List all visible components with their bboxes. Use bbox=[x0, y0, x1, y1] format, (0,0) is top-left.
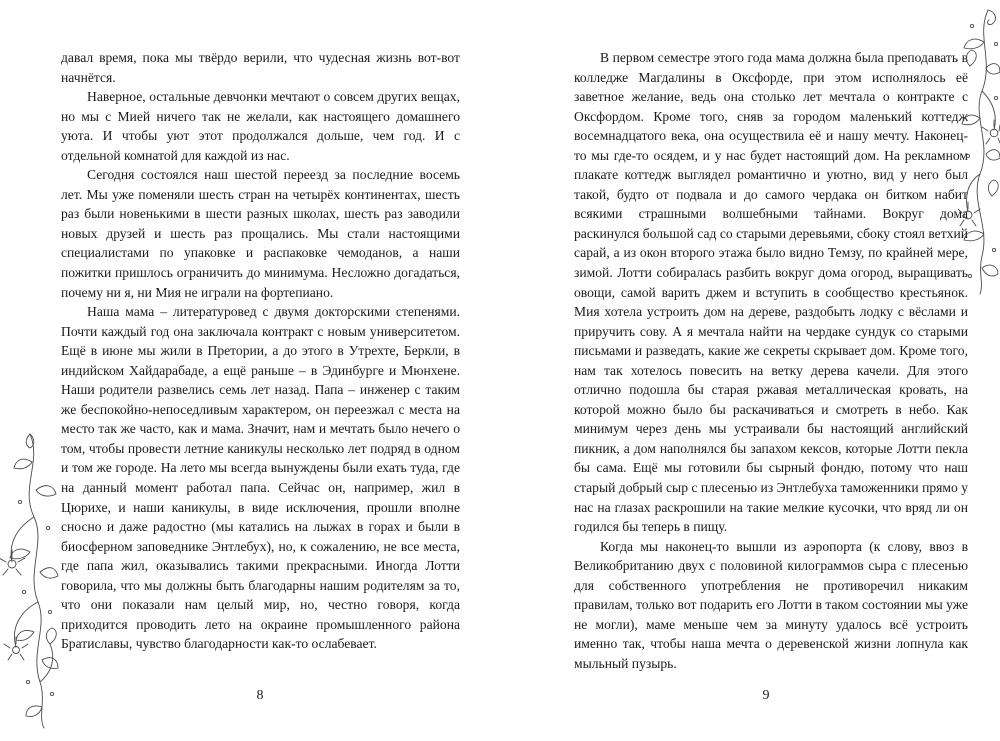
paragraph: Сегодня состоялся наш шестой переезд за последние восемь лет. Мы уже поменяли шесть стран на четырёх континентах, шесть раз были новенькими в шести разных школах, шесть раз заводили новых друзей и шесть раз прощались. Мы стали настоящими специалистами по упаковке и распаковке чемоданов, а наши пожитки пришлось ограничить до минимума. Несложно догадаться, почему ни я, ни Мия не играли на фортепиано. bbox=[61, 167, 460, 300]
floral-vine-ornament-left bbox=[0, 432, 60, 732]
paragraph: Когда мы наконец-то вышли из аэропорта (к слову, ввоз в Великобританию двух с половиной килограммов сыра с плесенью для собственного употребления не противоречил никаким правилам, только вот подарить его Лотти в таком состоянии мы уже не могли), маме меньше чем за минуту удалось всё устроить именно так, чтобы наша мечта о деревенской жизни лопнула как мыльный пузырь. bbox=[574, 538, 968, 671]
paragraph: Наверное, остальные девчонки мечтают о совсем других вещах, но мы с Мией ничего так не желали, как настоящего домашнего уюта. И чтобы уют этот продолжался дольше, чем год. И с отдельной комнатой для каждой из нас. bbox=[61, 89, 460, 163]
right-page-text bbox=[574, 48, 968, 674]
left-page-text bbox=[61, 48, 460, 654]
floral-vine-ornament-right bbox=[958, 6, 1000, 296]
paragraph: Наша мама – литературовед с двумя докторскими степенями. Почти каждый год она заключала контракт с новым университетом. Ещё в июне мы жили в Претории, а до этого в Утрехте, Беркли, в индийском Хайдарабаде, а ещё раньше – в Эдинбурге и Мюнхене. Наши родители развелись семь лет назад. Папа – инженер с таким же беспокойно-непоседливым характером, он переезжал с места на место так же часто, как и мама. Значит, нам и мечтать было нечего о том, чтобы провести летние каникулы несколько лет подряд в одном и том же городе. На лето мы всегда вынуждены были ехать туда, где на данный момент работал папа. Сейчас он, например, жил в Цюрихе, и наши каникулы, в виде исключения, прошли вполне сносно и даже радостно (мы катались на лыжах в горах и были в биосферном заповеднике Энтлебух), но, к сожалению, не все места, где папа жил, оказывались такими прекрасными. Иногда Лотти говорила, что мы должны быть благодарны нашим родителям за то, что они показали нам целый мир, но, честно говоря, когда приходится проводить лето на окраине промышленного района Братиславы, чувство благодарности как-то ослабевает. bbox=[61, 304, 460, 652]
paragraph: В первом семестре этого года мама должна была преподавать в колледже Магдалины в Оксфорде, при этом исполнялось её заветное желание, ведь она столько лет мечтала о контракте с Оксфордом. Кроме того, сняв за городом маленький коттедж восемнадцатого века, она осуществила её и нашу мечту. Наконец-то мы где-то осядем, и у нас будет настоящий дом. На рекламном плакате коттедж выглядел романтично и уютно, вид у него был такой, будто от подвала и до самого чердака он битком набит всякими страшными волшебными тайнами. Вокруг дома раскинулся большой сад со старыми деревьями, сбоку стоял ветхий сарай, а из окон второго этажа было видно Темзу, по крайней мере, зимой. Лотти собиралась разбить вокруг дома огород, выращивать овощи, самой варить джем и вступить в сообщество крестьянок. Мия хотела устроить дом на дереве, раздобыть лодку с вёслами и приручить сову. А я мечтала найти на чердаке сундук со старыми письмами и разведать, какие же секреты скрывает дом. Кроме того, нам так хотелось повесить на ветку дерева качели. Для этого отлично подошла бы старая ржавая металлическая кровать, на которой можно было бы раскачиваться и смотреть в небо. Как минимум через день мы устраивали бы настоящий английский пикник, а дом наполнялся бы запахом кексов, которые Лотти пекла бы сама. Ещё мы готовили бы сырный фондю, потому что наш старый добрый сыр с плесенью из Энтлебуха таможенники прямо у нас на глазах раскрошили на такие мелкие кусочки, что вряд ли он годился бы теперь в пищу. bbox=[574, 50, 968, 535]
paragraph: давал время, пока мы твёрдо верили, что чудесная жизнь вот-вот начнётся. bbox=[61, 50, 460, 85]
right-page bbox=[500, 0, 1000, 741]
page-number: 9 bbox=[762, 688, 770, 703]
page-number: 8 bbox=[256, 688, 264, 703]
